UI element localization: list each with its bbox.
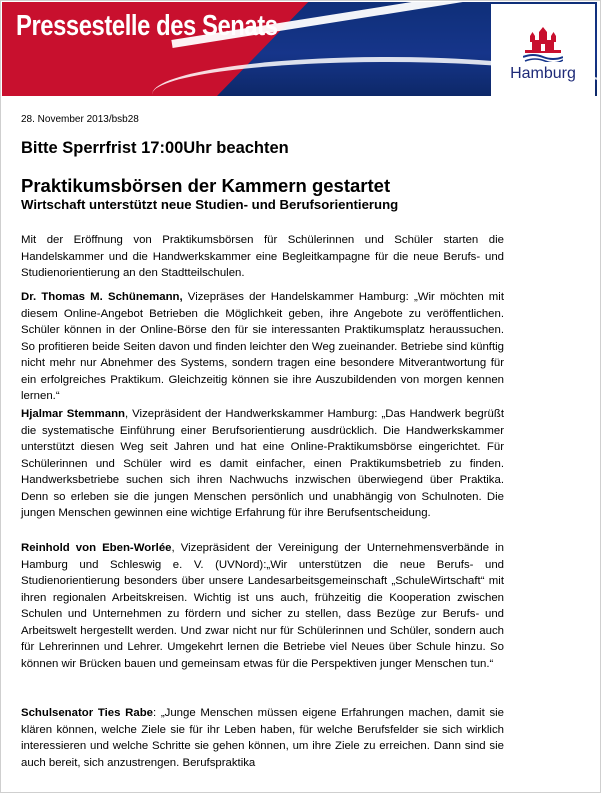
paragraph-text: : „Junge Menschen müssen eigene Erfahrungen machen, damit sie klären können, welche Ziele sie für ihr Leben haben, für welche Berufsfelder sie sich wirklich interessieren und welche Schritte sie gehen können, um ihre Ziele zu erreichen. Dann sind sie auch bereit, sich anzustrengen. Berufspraktika <box>21 707 504 769</box>
paragraph-text: , Vizepräsident der Vereinigung der Unternehmensverbände in Hamburg und Schleswig e. V. (UVNord):„Wir unterstützen die neue Berufs- und Studienorientierung besonders über unsere Landesarbeitsgemeinschaft „SchuleWirtschaft“ mit ihren regionalen Arbeitskreisen. Wichtig ist uns auch, frühzeitig die Kooperation zwischen Schulen und Unternehmen zu fördern und sicher zu stellen, dass Bezüge zur Berufs- und Arbeitswelt hergestellt werden. Und zwar nicht nur für Schülerinnen und Schüler, sondern auch für Lehrerinnen und Lehrer. Umgekehrt lernen die Betriebe viel Neues über Schule hinzu. So können wir Brücken bauen und gemeinsam etwas für die Perspektiven junger Menschen tun.“ <box>21 542 504 670</box>
paragraph <box>21 540 504 672</box>
embargo-notice: Bitte Sperrfrist 17:00Uhr beachten <box>21 139 289 157</box>
subheadline: Wirtschaft unterstützt neue Studien- und Berufsorientierung <box>21 197 399 212</box>
paragraph-text: Mit der Eröffnung von Praktikumsbörsen für Schülerinnen und Schüler starten die Handelskammer und die Handwerkskammer eine Begleitkampagne für die neue Berufs- und Studienorientierung an den Stadtteilschulen. <box>21 234 504 279</box>
paragraph <box>21 289 504 405</box>
hamburg-logo <box>491 4 595 96</box>
paragraph <box>21 232 504 282</box>
paragraph-text: Vizepräses der Handelskammer Hamburg: „Wir möchten mit diesem Online-Angebot Betrieben die Möglichkeit geben, ihre Angebote zu veröffentlichen. Schüler können in der Online-Börse den für sie interessanten Praktikumsplatz heraussuchen. So profitieren beide Seiten davon und finden leichter den Weg zueinander. Betriebe sind künftig nicht mehr nur Abnehmer des Systems, sondern tragen eine besondere Mitverantwortung für ein erfolgreiches Praktikum. Gleichzeitig können sie ihre Auszubildenden von morgen kennen lernen.“ <box>21 291 504 402</box>
speaker-name: Schulsenator Ties Rabe <box>21 707 153 719</box>
hamburg-castle-icon <box>523 26 563 62</box>
headline: Praktikumsbörsen der Kammern gestartet <box>21 175 391 196</box>
header-banner <box>2 2 597 96</box>
speaker-name: Dr. Thomas M. Schünemann, <box>21 291 183 303</box>
speaker-name: Reinhold von Eben-Worlée <box>21 542 172 554</box>
date-line: 28. November 2013/bsb28 <box>21 114 139 125</box>
banner-title: Pressestelle des Senats <box>16 10 278 42</box>
speaker-name: Hjalmar Stemmann <box>21 408 125 420</box>
paragraph-text: , Vizepräsident der Handwerkskammer Hamburg: „Das Handwerk begrüßt die systematische Einführung einer Berufsorientierung ausdrücklich. Die Handwerkskammer unterstützt diesen Weg seit Jahren und hat eine Online-Praktikumsbörse eingerichtet. Für Schülerinnen und Schüler wird es damit einfacher, einen Praktikumsbetrieb zu finden. Handwerksbetriebe suchen sich ihren Nachwuchs inzwischen überwiegend über Praktika. Denn so erleben sie die jungen Menschen persönlich und unabhängig von Schulnoten. Die jungen Menschen gewinnen eine wichtige Erfahrung für ihre Berufsentscheidung. <box>21 408 504 519</box>
logo-text: Hamburg <box>510 65 576 82</box>
paragraph <box>21 406 504 522</box>
paragraph <box>21 705 504 771</box>
